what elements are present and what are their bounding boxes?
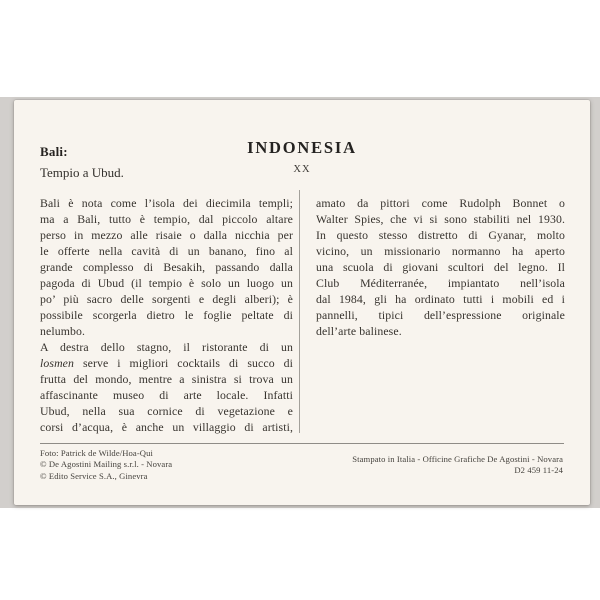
body-column-left-line: ma a Bali, tutto è tempio, dal piccolo altare	[40, 212, 293, 226]
body-column-right-line: dell’arte balinese.	[316, 324, 402, 338]
body-column-left-line: Bali è nota come l’isola dei diecimila templi;	[40, 196, 293, 210]
body-column-right-line: pannelli, tipici dell’espressione originale	[316, 308, 565, 322]
body-column-left-line: corsi d’acqua, è anche un villaggio di artisti,	[40, 420, 293, 434]
body-column-left-line: pagoda di Ubud (il tempio è solo un luogo un	[40, 276, 293, 290]
photo-caption: Tempio a Ubud.	[40, 165, 124, 180]
body-column-right-line: dal 1984, gli ha ordinato tutti i mobili ed i	[316, 292, 565, 306]
card-number: XX	[293, 164, 311, 175]
postcard-back	[14, 100, 590, 505]
column-divider-line	[299, 190, 300, 433]
body-column-left-line: Ubud, nella sua cornice di vegetazione e	[40, 404, 293, 418]
body-column-right-line: In questo stesso distretto di Gyanar, molto	[316, 228, 565, 242]
body-column-left-line: possibile scorgerla dietro le foglie peltate di	[40, 308, 293, 322]
body-column-left-line: perso in mezzo alle risaie o dalla nicchia per	[40, 228, 293, 242]
footer-credits	[40, 448, 172, 482]
footer-printing-info-line: Stampato in Italia - Officine Grafiche De Agostini - Novara	[352, 454, 563, 464]
footer-credits-line: Foto: Patrick de Wilde/Hoa-Qui	[40, 448, 154, 458]
body-column-left-line: frutta del mondo, mentre a sinistra si trova un	[40, 372, 293, 386]
body-column-left-line: losmen serve i migliori cocktails di succo di	[40, 356, 293, 370]
card-title: INDONESIA	[247, 138, 357, 157]
body-column-left-line: nelumbo.	[40, 324, 86, 338]
body-column-right-line: vicino, un missionario normanno ha aperto	[316, 244, 565, 258]
body-column-right-line: Walter Spies, che vi si sono stabiliti nel 1930.	[316, 212, 565, 226]
body-column-right-line: una scuola di giovani scultori del legno. Il	[316, 260, 565, 274]
body-column-left-line: po’ più sacro delle sorgenti e degli alberi); è	[40, 292, 293, 306]
body-column-right	[316, 195, 565, 339]
body-column-right-line: amato da pittori come Rudolph Bonnet o	[316, 196, 565, 210]
body-column-left	[40, 195, 293, 435]
body-column-left-line: A destra dello stagno, il ristorante di un	[40, 340, 293, 354]
body-column-left-line: affascinante museo di arte locale. Infatti	[40, 388, 293, 402]
footer-printing-info	[352, 454, 563, 477]
footer-printing-info-line: D2 459 11-24	[514, 465, 563, 476]
body-column-left-line: le offerte nella cavità di un banano, fino al	[40, 244, 293, 258]
footer-credits-line: © Edito Service S.A., Ginevra	[40, 470, 148, 481]
footer-credits-line: © De Agostini Mailing s.r.l. - Novara	[40, 459, 173, 470]
footer-rule-line	[40, 443, 564, 444]
body-column-right-line: Club Méditerranée, impiantato nell’isola	[316, 276, 565, 290]
region-label: Bali:	[40, 144, 68, 159]
body-column-left-line: grande complesso di Besakih, passando dalla	[40, 260, 293, 274]
